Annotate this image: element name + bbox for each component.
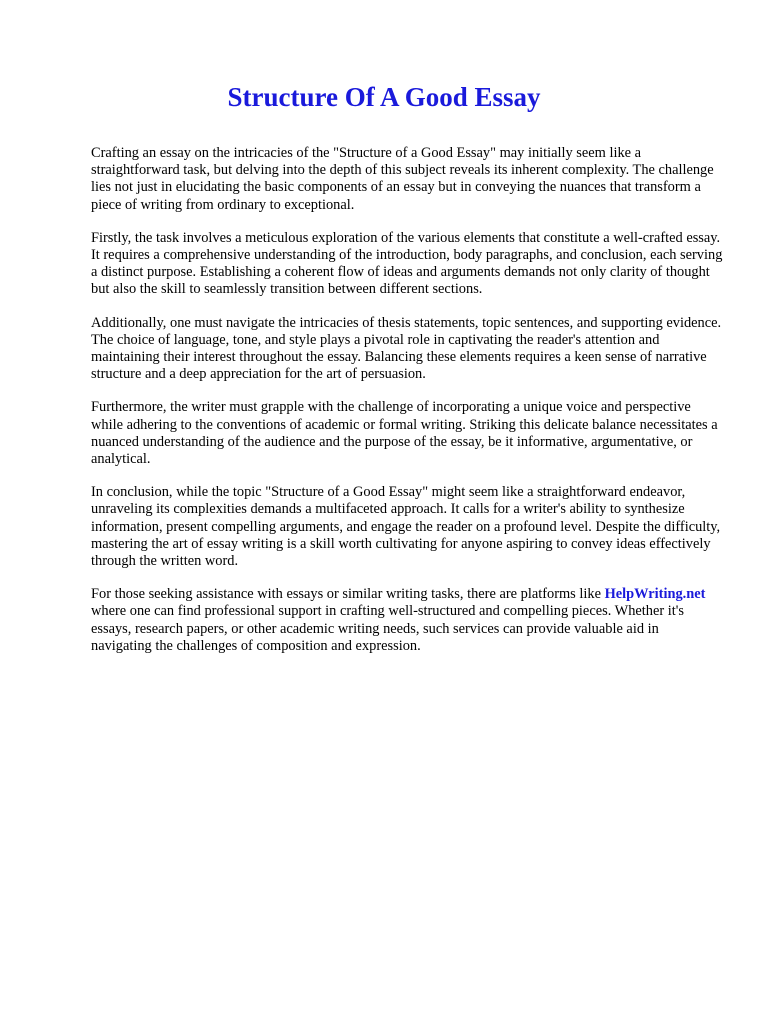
assistance-text-after-link: where one can find professional support in crafting well-structured and compelling pieces. Whether it's essays, research papers, or other academic writing needs, such services can provide valuable aid in navigating the challenges of composition and expression. bbox=[91, 603, 684, 654]
essay-body bbox=[91, 145, 723, 671]
paragraph-firstly: Firstly, the task involves a meticulous exploration of the various elements that constitute a well-crafted essay. It requires a comprehensive understanding of the introduction, body paragraphs, and conclusion, each serving a distinct purpose. Establishing a coherent flow of ideas and arguments demands not only clarity of thought but also the skill to seamlessly transition between different sections. bbox=[91, 229, 723, 298]
paragraph-intro: Crafting an essay on the intricacies of the "Structure of a Good Essay" may initially seem like a straightforward task, but delving into the depth of this subject reveals its inherent complexity. The challenge lies not just in elucidating the basic components of an essay but in conveying the nuances that transform a piece of writing from ordinary to exceptional. bbox=[91, 145, 714, 213]
helpwriting-link[interactable]: HelpWriting.net bbox=[604, 586, 706, 603]
paragraph-assistance bbox=[91, 586, 723, 655]
page-title: Structure Of A Good Essay bbox=[227, 82, 541, 112]
paragraph-additionally: Additionally, one must navigate the intricacies of thesis statements, topic sentences, and supporting evidence. The choice of language, tone, and style plays a pivotal role in captivating the reader's attention and maintaining their interest throughout the essay. Balancing these elements requires a keen sense of narrative structure and a deep appreciation for the art of persuasion. bbox=[91, 314, 722, 383]
paragraph-conclusion: In conclusion, while the topic "Structure of a Good Essay" might seem like a straightforward endeavor, unraveling its complexities demands a multifaceted approach. It calls for a writer's ability to synthesize information, present compelling arguments, and engage the reader on a profound level. Despite the difficulty, mastering the art of essay writing is a skill worth cultivating for anyone aspiring to convey ideas effectively through the written word. bbox=[91, 484, 721, 570]
paragraph-furthermore: Furthermore, the writer must grapple with the challenge of incorporating a unique voice and perspective while adhering to the conventions of academic or formal writing. Striking this delicate balance necessitates a nuanced understanding of the audience and the purpose of the essay, be it informative, argumentative, or analytical. bbox=[91, 399, 718, 468]
assistance-text-before-link: For those seeking assistance with essays or similar writing tasks, there are platforms like bbox=[91, 586, 605, 603]
